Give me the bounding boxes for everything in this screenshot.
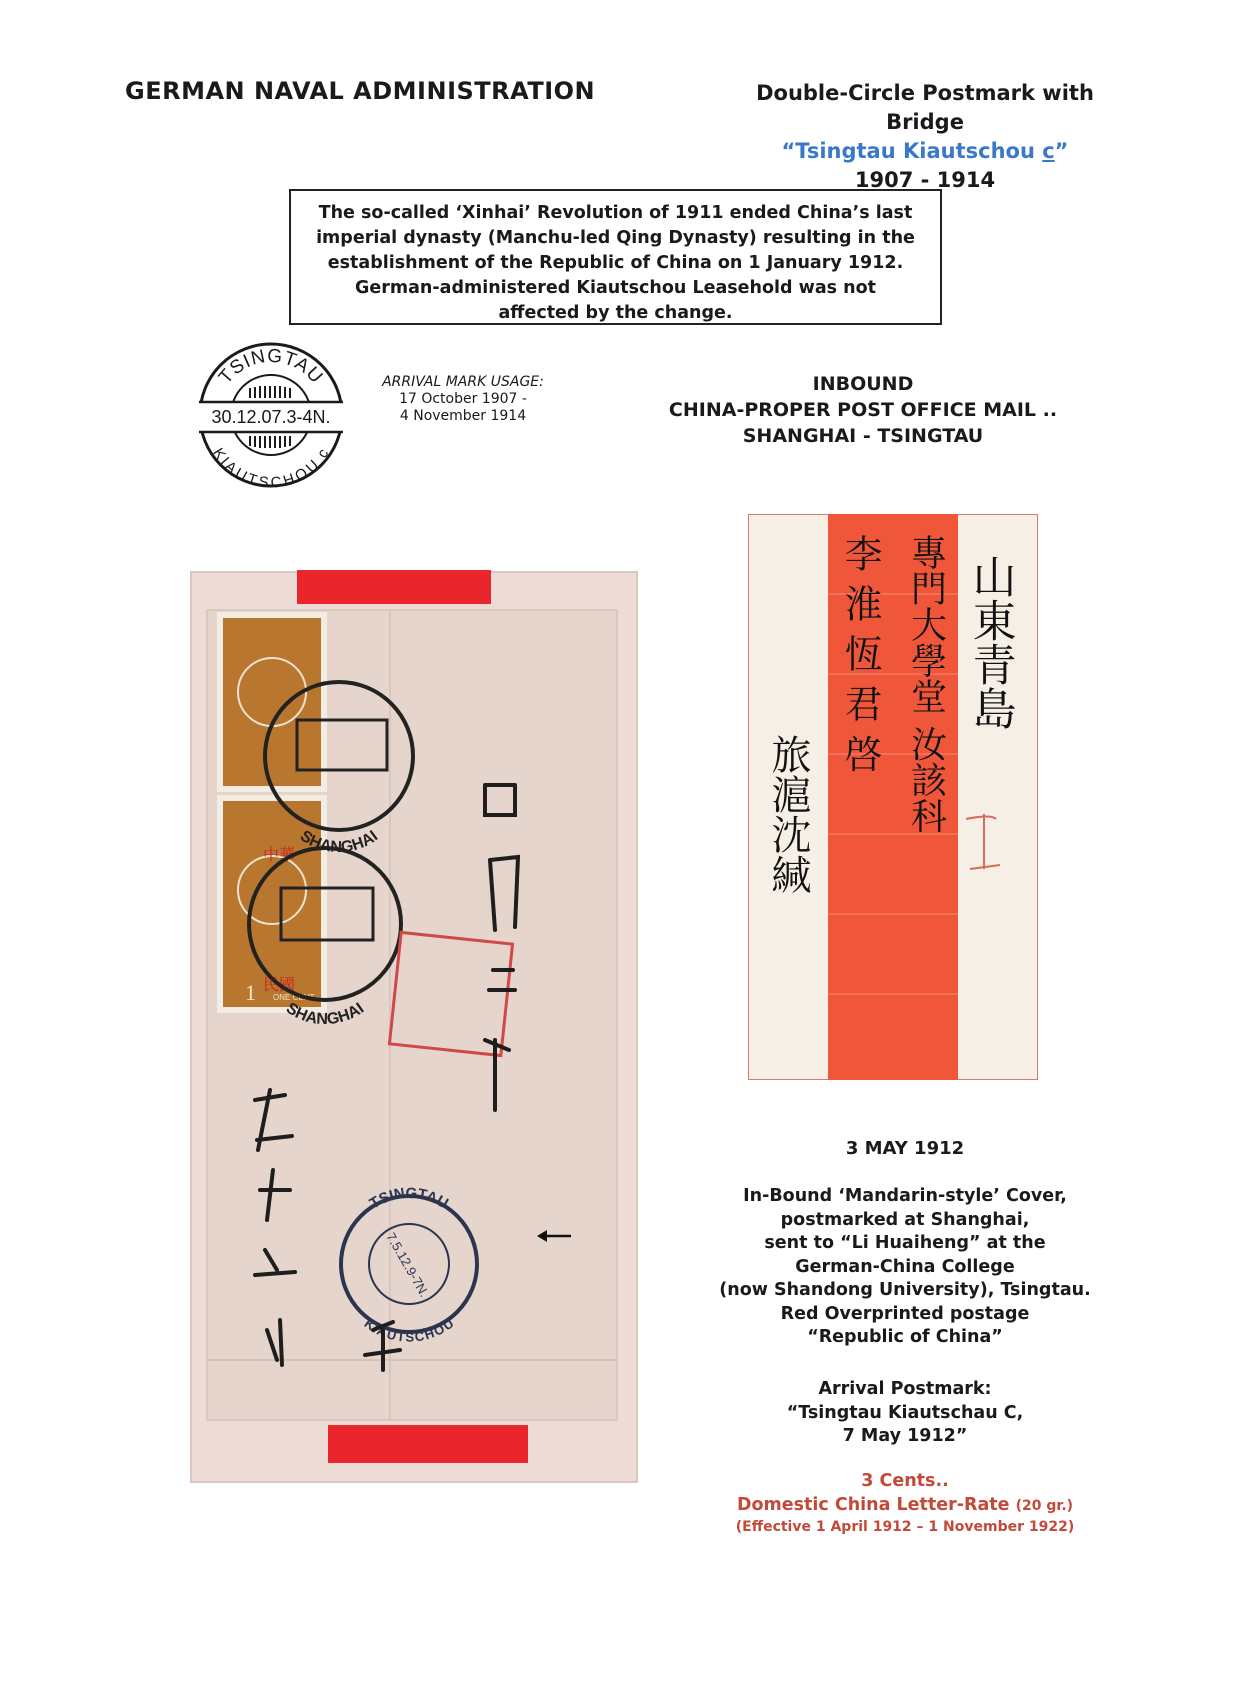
arrival-usage-line: 17 October 1907 -: [399, 391, 527, 407]
description-line: postmarked at Shanghai,: [780, 1209, 1030, 1230]
intro-line: affected by the change.: [498, 303, 733, 323]
svg-text:民國: 民國: [263, 975, 296, 994]
arrival-note-line: 7 May 1912”: [842, 1426, 968, 1446]
red-band-bottom: [328, 1425, 528, 1463]
intro-line: imperial dynasty (Manchu-led Qing Dynasty) resulting in the: [316, 228, 915, 248]
rate-effective: (Effective 1 April 1912 – 1 November 1922): [735, 1519, 1075, 1535]
intro-line: The so-called ‘Xinhai’ Revolution of 1911 ended China’s last: [318, 203, 913, 223]
inbound-heading: [648, 371, 1078, 449]
addressee-name: 李 淮 恆 君 啓: [838, 534, 882, 773]
svg-text:TSINGTAU: [215, 346, 327, 389]
arrival-note-line: “Tsingtau Kiautschau C,: [786, 1402, 1024, 1423]
subtitle-line-1: Double-Circle Postmark with Bridge: [756, 81, 1094, 134]
arrival-note-line: Arrival Postmark:: [818, 1379, 992, 1399]
arrival-usage-caption: [353, 374, 573, 425]
description-line: (now Shandong University), Tsingtau.: [719, 1280, 1091, 1300]
description-line: German-China College: [795, 1256, 1015, 1277]
sender-line: 旅滬沈緘: [765, 734, 811, 894]
postmark-top-text: TSINGTAU: [214, 345, 327, 389]
subtitle-years: 1907 - 1914: [854, 168, 996, 192]
postmark-bottom-text: KIAUTSCHOU c: [209, 445, 333, 490]
arrow-pointer-icon: [535, 1226, 573, 1246]
address-province-city: 山東青島: [964, 554, 1016, 730]
stamp-value: 1: [245, 980, 256, 1005]
rate-weight: (20 gr.): [1015, 1497, 1074, 1514]
description-line: sent to “Li Huaiheng” at the: [764, 1233, 1046, 1253]
arrival-bottom-text: KIAUTSCHOU: [361, 1315, 457, 1345]
rate-amount: 3 Cents..: [861, 1471, 949, 1491]
page-title: GERMAN NAVAL ADMINISTRATION: [125, 77, 596, 105]
description-line: In-Bound ‘Mandarin-style’ Cover,: [743, 1186, 1067, 1206]
svg-text:KIAUTSCHOU c: [209, 445, 333, 490]
arrival-usage-heading: ARRIVAL MARK USAGE:: [382, 374, 544, 390]
red-band-top: [297, 570, 491, 604]
postage-rate: [705, 1470, 1105, 1536]
stamp-strip: [217, 612, 327, 1013]
arrival-postmark-note: [705, 1378, 1105, 1449]
cover-front-image: [748, 514, 1038, 1080]
subtitle-quote-open: “Tsingtau Kiautschou: [781, 139, 1043, 163]
intro-line: German-administered Kiautschou Leasehold was not: [355, 278, 876, 298]
svg-text:中華: 中華: [263, 845, 296, 864]
cover-date: 3 MAY 1912: [845, 1138, 965, 1159]
description-line: Red Overprinted postage: [780, 1303, 1030, 1324]
intro-line: establishment of the Republic of China on 1 January 1912.: [327, 253, 904, 273]
inbound-line: INBOUND: [812, 373, 914, 395]
address-school: 專門大學堂 汝該科: [905, 534, 947, 834]
inbound-line: CHINA-PROPER POST OFFICE MAIL ..: [668, 399, 1058, 421]
postmark-example-icon: [196, 340, 346, 490]
cover-back-image: [185, 570, 643, 1490]
arrival-top-text: TSINGTAU: [366, 1184, 452, 1213]
stamp-inscription: ONE CENT: [273, 993, 315, 1002]
arrival-usage-line: 4 November 1914: [399, 408, 527, 424]
rate-line: [705, 1494, 1105, 1519]
shanghai-cancel-text: SHANGHAI: [297, 827, 382, 857]
cover-description: [705, 1185, 1105, 1350]
subtitle-letter-c: c: [1042, 139, 1055, 163]
subtitle-block: [715, 79, 1135, 195]
rate-name: Domestic China Letter-Rate: [736, 1494, 1010, 1515]
inbound-line: SHANGHAI - TSINGTAU: [742, 425, 984, 447]
description-line: “Republic of China”: [807, 1327, 1003, 1347]
subtitle-line-2: [715, 137, 1135, 166]
postmark-date: 30.12.07.3-4N.: [211, 407, 331, 427]
subtitle-quote-close: ”: [1054, 139, 1069, 163]
arrival-date: 7.5.12.9-7N.: [383, 1230, 433, 1300]
shanghai-cancel-text: SHANGHAI: [282, 999, 368, 1029]
intro-text-box: [289, 189, 942, 325]
